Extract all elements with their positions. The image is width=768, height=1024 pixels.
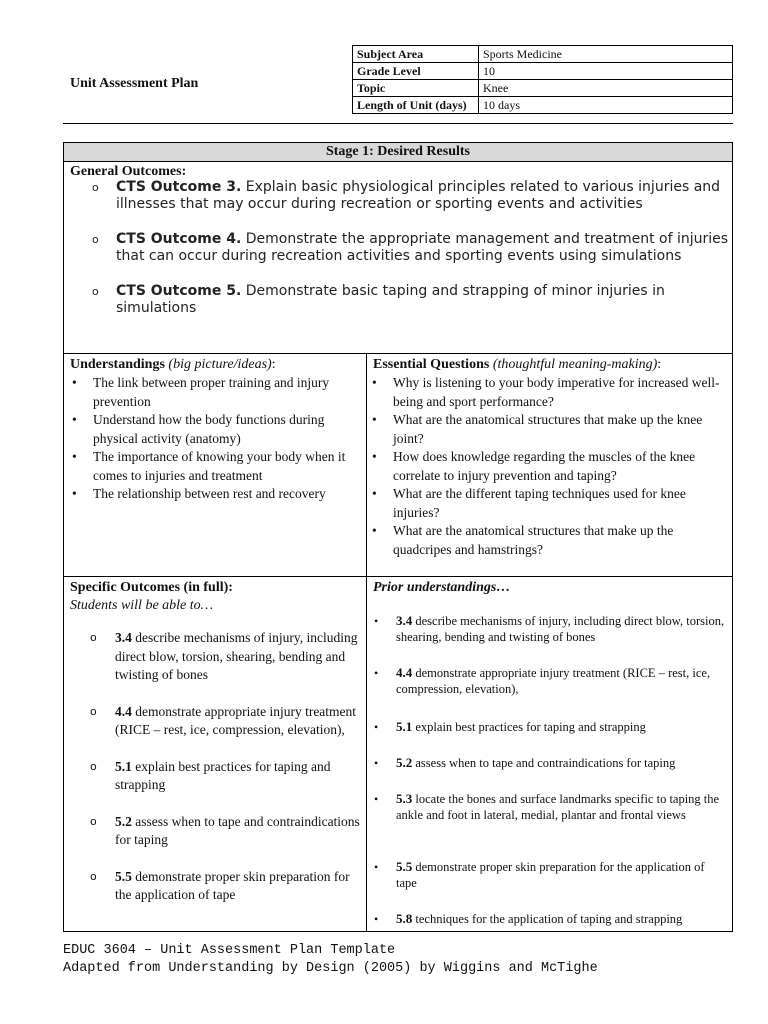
general-outcomes-list xyxy=(92,179,732,335)
list-item xyxy=(92,283,732,317)
row-divider xyxy=(64,353,732,354)
list-item: • The link between proper training and injury prevention xyxy=(72,375,330,409)
list-item: • What are the different taping techniques used for knee injuries? xyxy=(372,486,686,520)
stage-title: Stage 1: Desired Results xyxy=(64,143,732,161)
info-value: 10 days xyxy=(479,97,733,114)
general-outcomes-heading: General Outcomes: xyxy=(70,164,187,179)
outcome-text: Demonstrate the appropriate management and treatment of injuries that can occur during recreation activities and sporting events using simulations xyxy=(116,231,729,264)
bullet-icon: • xyxy=(374,720,379,734)
circle-bullet-icon: o xyxy=(90,869,97,883)
circle-bullet-icon: o xyxy=(92,181,99,194)
circle-bullet-icon: o xyxy=(90,814,97,828)
bullet-icon: • xyxy=(372,523,377,538)
page-footer xyxy=(63,942,598,978)
column-divider xyxy=(366,353,367,931)
info-row-subject-area xyxy=(353,46,733,63)
list-item: • Understand how the body functions during physical activity (anatomy) xyxy=(72,412,325,446)
info-label: Topic xyxy=(353,80,479,97)
bullet-icon: • xyxy=(374,614,379,628)
outcome-text: Demonstrate basic taping and strapping of minor injuries in simulations xyxy=(116,283,665,316)
bullet-icon: • xyxy=(72,449,77,464)
list-item: o 3.4 describe mechanisms of injury, including direct blow, torsion, shearing, bending and twisting of bones xyxy=(90,630,358,682)
specific-outcomes-list xyxy=(90,629,360,923)
list-item: • 3.4 describe mechanisms of injury, including direct blow, torsion, shearing, bending and twisting of bones xyxy=(374,613,725,644)
info-label: Subject Area xyxy=(353,46,479,63)
list-item xyxy=(92,231,732,265)
circle-bullet-icon: o xyxy=(92,285,99,298)
list-item xyxy=(92,179,732,213)
list-item: • 4.4 demonstrate appropriate injury treatment (RICE – rest, ice, compression, elevation), xyxy=(374,665,711,696)
list-item: • What are the anatomical structures that make up the quadcripes and hamstrings? xyxy=(372,523,674,557)
row-divider xyxy=(64,161,732,162)
info-row-length-of-unit xyxy=(353,97,733,114)
list-item: • 5.1 explain best practices for taping and strapping xyxy=(374,719,646,734)
list-item: • The importance of knowing your body when it comes to injuries and treatment xyxy=(72,449,346,483)
list-item: • What are the anatomical structures that make up the knee joint? xyxy=(372,412,703,446)
list-item: • 5.2 assess when to tape and contraindications for taping xyxy=(374,755,676,770)
bullet-icon: • xyxy=(372,412,377,427)
bullet-icon: • xyxy=(72,375,77,390)
footer-line: EDUC 3604 – Unit Assessment Plan Template xyxy=(63,943,396,958)
bullet-icon: • xyxy=(72,412,77,427)
header-divider xyxy=(63,123,733,124)
stage-1-table xyxy=(63,142,733,932)
essential-questions-heading: Essential Questions (thoughtful meaning-making): xyxy=(373,357,662,372)
footer-line: Adapted from Understanding by Design (2005) by Wiggins and McTighe xyxy=(63,961,598,976)
specific-outcomes-heading: Specific Outcomes (in full): xyxy=(70,580,233,595)
list-item: o 5.2 assess when to tape and contraindications for taping xyxy=(90,813,360,847)
info-value: 10 xyxy=(479,63,733,80)
bullet-icon: • xyxy=(372,449,377,464)
bullet-icon: • xyxy=(374,756,379,770)
bullet-icon: • xyxy=(374,860,379,874)
unit-info-table xyxy=(352,45,733,114)
list-item: o 5.1 explain best practices for taping and strapping xyxy=(90,758,331,792)
document-title: Unit Assessment Plan xyxy=(70,76,199,91)
list-item: • 5.3 locate the bones and surface landmarks specific to taping the ankle and foot in lateral, medial, plantar and frontal views xyxy=(374,791,720,822)
list-item: o 4.4 demonstrate appropriate injury treatment (RICE – rest, ice, compression, elevation), xyxy=(90,703,357,737)
info-label: Grade Level xyxy=(353,63,479,80)
info-value: Knee xyxy=(479,80,733,97)
circle-bullet-icon: o xyxy=(90,704,97,718)
bullet-icon: • xyxy=(374,666,379,680)
list-item: • 5.5 demonstrate proper skin preparation for the application of tape xyxy=(374,859,705,890)
understandings-list xyxy=(70,374,360,504)
info-value: Sports Medicine xyxy=(479,46,733,63)
list-item: o 5.5 demonstrate proper skin preparation for the application of tape xyxy=(90,868,350,902)
outcome-label: CTS Outcome 5. xyxy=(116,283,242,299)
outcome-label: CTS Outcome 3. xyxy=(116,179,242,195)
list-item: • 5.8 techniques for the application of taping and strapping xyxy=(374,911,683,926)
bullet-icon: • xyxy=(372,486,377,501)
understandings-heading: Understandings (big picture/ideas): xyxy=(70,357,276,372)
circle-bullet-icon: o xyxy=(90,631,97,644)
bullet-icon: • xyxy=(374,912,379,926)
list-item: • How does knowledge regarding the muscles of the knee correlate to injury prevention and taping? xyxy=(372,449,696,483)
bullet-icon: • xyxy=(72,486,77,501)
outcome-text: Explain basic physiological principles related to various injuries and illnesses that may occur during recreation or sporting events and activities xyxy=(116,179,721,212)
essential-questions-list xyxy=(370,374,725,559)
outcome-label: CTS Outcome 4. xyxy=(116,231,242,247)
list-item: • The relationship between rest and recovery xyxy=(70,485,360,504)
row-divider xyxy=(64,576,732,577)
circle-bullet-icon: o xyxy=(90,759,97,773)
specific-outcomes-subheading: Students will be able to… xyxy=(70,598,214,613)
list-item: • Why is listening to your body imperative for increased well-being and sport performance? xyxy=(372,375,720,409)
info-label: Length of Unit (days) xyxy=(353,97,479,114)
info-row-topic xyxy=(353,80,733,97)
bullet-icon: • xyxy=(372,375,377,390)
bullet-icon: • xyxy=(374,792,379,806)
prior-understandings-heading: Prior understandings… xyxy=(373,580,511,595)
circle-bullet-icon: o xyxy=(92,233,99,246)
info-row-grade-level xyxy=(353,63,733,80)
